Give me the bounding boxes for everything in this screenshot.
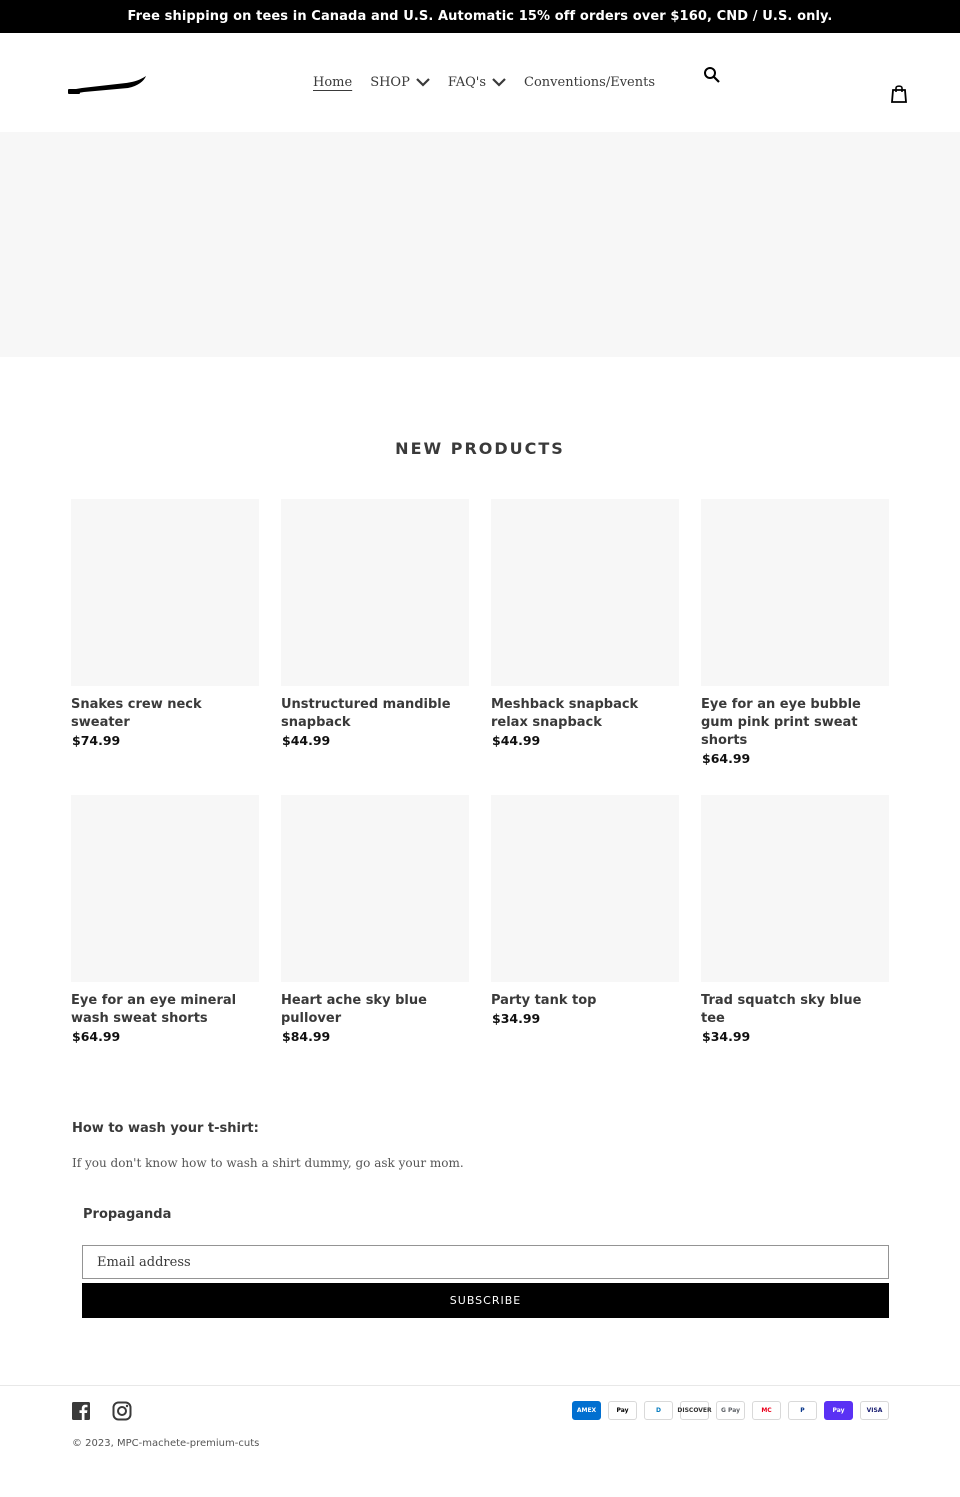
info-text: If you don't know how to wash a shirt dummy, go ask your mom. (72, 1156, 464, 1170)
product-card[interactable] (701, 795, 889, 1046)
product-card[interactable] (491, 795, 679, 1028)
cart-icon[interactable] (890, 84, 908, 104)
instagram-icon[interactable] (112, 1401, 132, 1421)
product-card[interactable] (281, 499, 469, 750)
product-image[interactable] (491, 499, 679, 686)
product-price: $64.99 (72, 1029, 121, 1044)
product-card[interactable] (701, 499, 889, 768)
product-price: $34.99 (702, 1029, 751, 1044)
product-name[interactable]: Heart ache sky blue pullover (281, 993, 427, 1026)
announcement-bar (0, 0, 960, 33)
search-icon[interactable] (703, 66, 721, 84)
product-image[interactable] (71, 795, 259, 982)
nav-shop[interactable] (370, 75, 430, 90)
diners-club-icon: D (644, 1401, 673, 1420)
product-image[interactable] (71, 499, 259, 686)
product-name[interactable]: Party tank top (491, 993, 597, 1008)
paypal-icon: P (788, 1401, 817, 1420)
product-card[interactable] (71, 499, 259, 750)
product-name[interactable]: Trad squatch sky blue tee (701, 993, 862, 1026)
product-price: $44.99 (282, 733, 331, 748)
visa-icon: VISA (860, 1401, 889, 1420)
amex-icon: AMEX (572, 1401, 601, 1420)
product-price: $74.99 (72, 733, 121, 748)
email-field[interactable] (82, 1245, 889, 1279)
product-card[interactable] (491, 499, 679, 750)
copyright-text: © 2023, MPC-machete-premium-cuts (72, 1438, 260, 1449)
product-name[interactable]: Meshback snapback relax snapback (491, 697, 639, 730)
nav-conventions-label: Conventions/Events (524, 74, 656, 90)
nav-conventions[interactable] (524, 75, 655, 90)
announcement-text: Free shipping on tees in Canada and U.S. Automatic 15% off orders over $160, CND / U.S. only. (127, 9, 833, 24)
product-name[interactable]: Eye for an eye mineral wash sweat shorts (71, 993, 237, 1026)
product-price: $34.99 (492, 1011, 541, 1026)
subscribe-button[interactable]: SUBSCRIBE (82, 1283, 889, 1318)
product-price: $64.99 (702, 751, 751, 766)
product-image[interactable] (491, 795, 679, 982)
newsletter-title: Propaganda (83, 1207, 172, 1222)
apple-pay-icon: Pay (608, 1401, 637, 1420)
main-nav (313, 73, 673, 91)
product-image[interactable] (701, 499, 889, 686)
discover-icon: DISCOVER (680, 1401, 709, 1420)
google-pay-icon: G Pay (716, 1401, 745, 1420)
machete-logo-icon[interactable] (68, 73, 148, 95)
hero-banner (0, 132, 960, 357)
mastercard-icon: MC (752, 1401, 781, 1420)
product-image[interactable] (281, 795, 469, 982)
product-price: $44.99 (492, 733, 541, 748)
site-header (0, 33, 960, 132)
product-name[interactable]: Eye for an eye bubble gum pink print sweat shorts (701, 697, 861, 748)
chevron-down-icon (492, 77, 506, 87)
nav-home-label: Home (313, 74, 353, 90)
shop-pay-icon: Pay (824, 1401, 853, 1420)
footer-divider (0, 1385, 960, 1386)
product-card[interactable] (71, 795, 259, 1046)
product-card[interactable] (281, 795, 469, 1046)
nav-faq-label: FAQ's (447, 74, 487, 90)
product-name[interactable]: Snakes crew neck sweater (71, 697, 202, 730)
facebook-icon[interactable] (71, 1401, 91, 1421)
payment-icons (572, 1401, 896, 1420)
nav-shop-label: SHOP (370, 74, 410, 90)
info-title: How to wash your t-shirt: (72, 1121, 259, 1136)
section-title: NEW PRODUCTS (395, 439, 565, 458)
chevron-down-icon (416, 77, 430, 87)
product-price: $84.99 (282, 1029, 331, 1044)
product-image[interactable] (701, 795, 889, 982)
product-name[interactable]: Unstructured mandible snapback (281, 697, 451, 730)
product-image[interactable] (281, 499, 469, 686)
nav-home[interactable] (313, 75, 352, 90)
nav-faq[interactable] (448, 75, 506, 90)
